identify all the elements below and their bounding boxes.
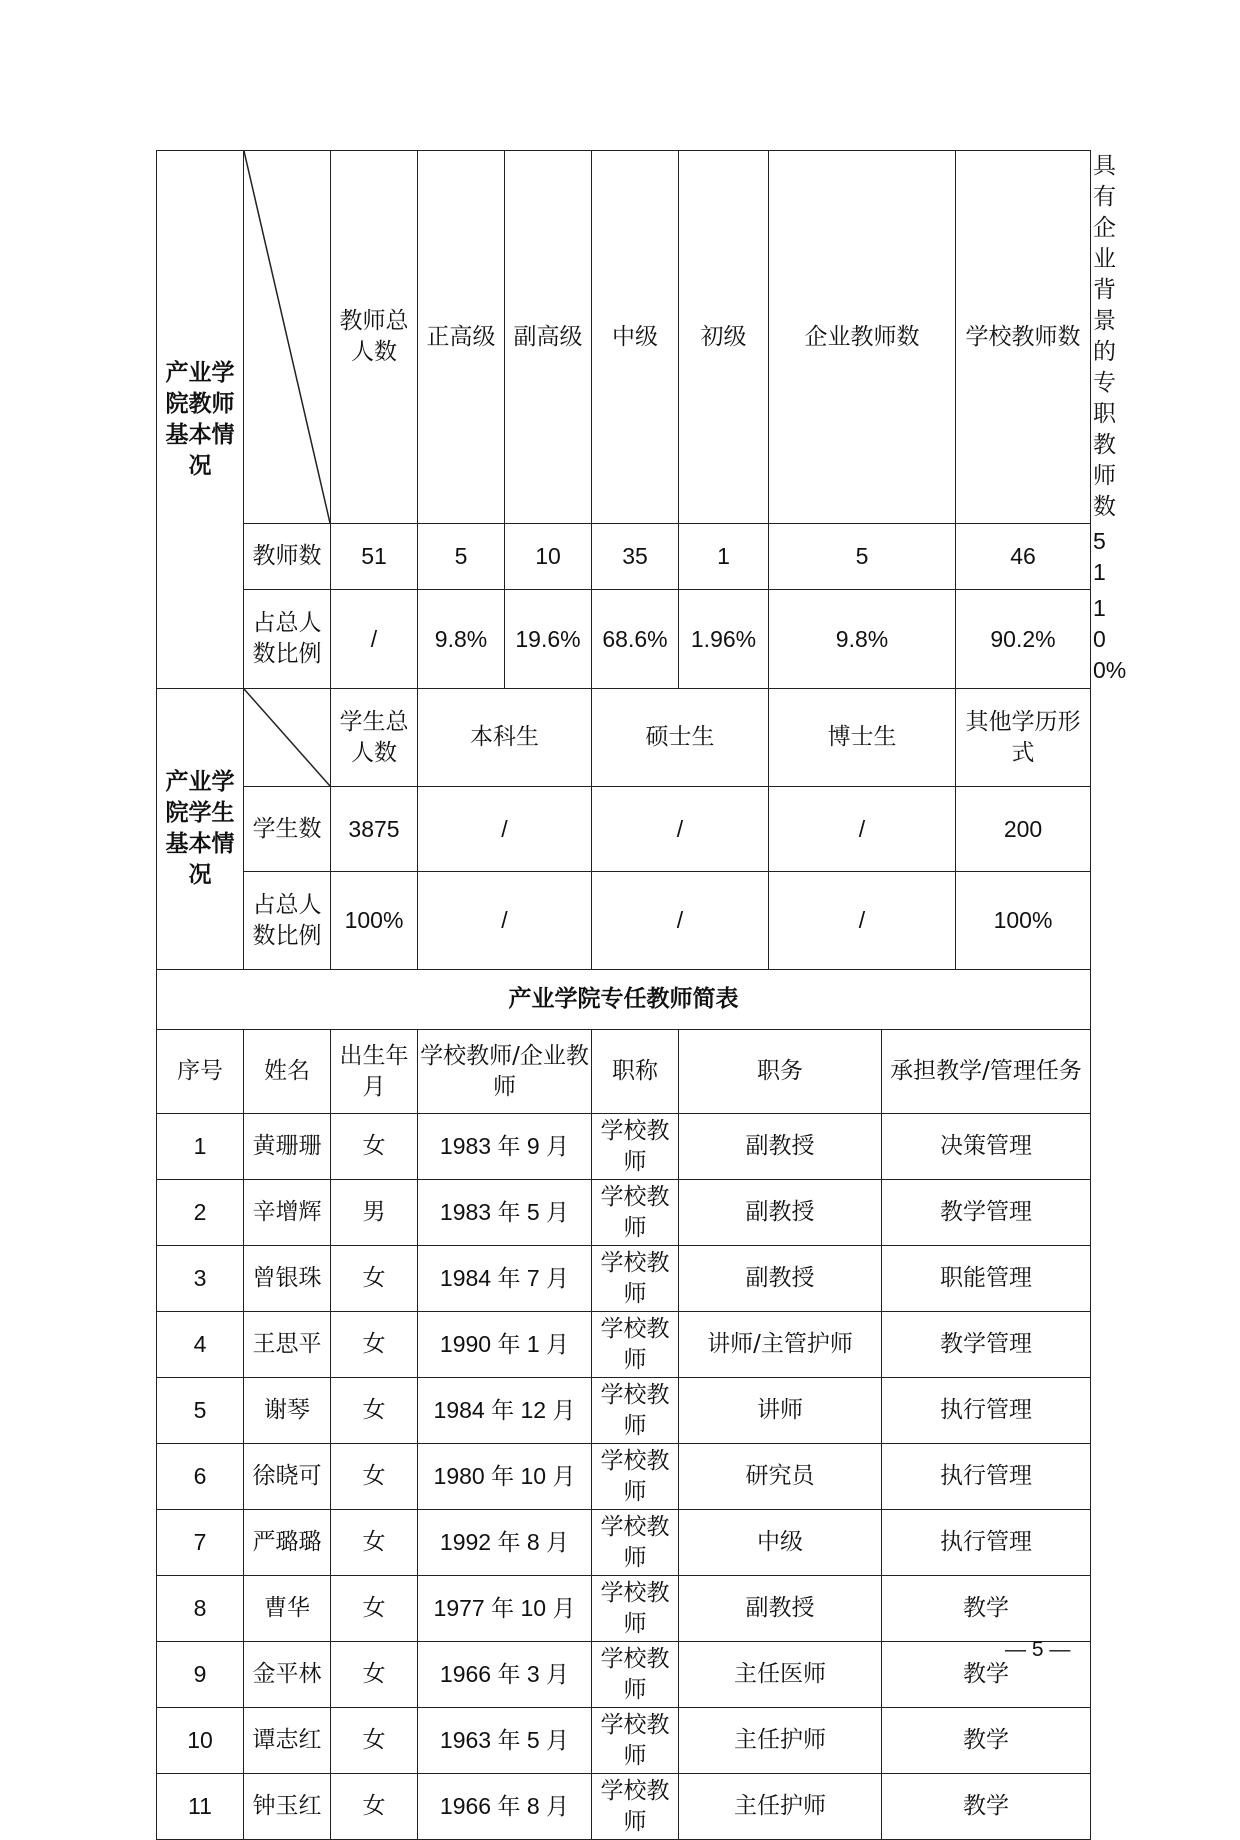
diagonal-cell: [244, 151, 331, 524]
staff-header-row: [157, 1030, 1091, 1114]
table-cell: 5: [418, 524, 505, 590]
staff-gender: 女: [331, 1774, 418, 1840]
table-row: [157, 1774, 1091, 1840]
row-label: 占总人数比例: [244, 872, 331, 970]
table-row: [157, 1510, 1091, 1576]
table-row: [157, 1642, 1091, 1708]
staff-birth: 1977 年 10 月: [418, 1576, 592, 1642]
staff-birth: 1992 年 8 月: [418, 1510, 592, 1576]
staff-gender: 女: [331, 1444, 418, 1510]
staff-gender: 女: [331, 1708, 418, 1774]
staff-type: 学校教师: [592, 1378, 679, 1444]
staff-gender: 女: [331, 1246, 418, 1312]
staff-gender: 女: [331, 1378, 418, 1444]
teacher-header: 中级: [592, 151, 679, 524]
staff-type: 学校教师: [592, 1576, 679, 1642]
staff-index: 10: [157, 1708, 244, 1774]
staff-birth: 1980 年 10 月: [418, 1444, 592, 1510]
table-cell: /: [592, 872, 769, 970]
staff-title: 讲师: [679, 1378, 882, 1444]
document-table: [156, 150, 1127, 1840]
diagonal-line: [244, 151, 330, 523]
staff-gender: 女: [331, 1642, 418, 1708]
student-header: 其他学历形式: [956, 689, 1091, 787]
table-cell: 200: [956, 787, 1091, 872]
staff-title: 研究员: [679, 1444, 882, 1510]
student-header: 博士生: [769, 689, 956, 787]
student-ratio-row: [157, 872, 1091, 970]
teacher-header: 正高级: [418, 151, 505, 524]
staff-header: 序号: [157, 1030, 244, 1114]
staff-index: 1: [157, 1114, 244, 1180]
staff-index: 8: [157, 1576, 244, 1642]
table-cell: /: [769, 787, 956, 872]
student-header-row: [157, 689, 1091, 787]
staff-duty: 教学: [882, 1642, 1091, 1708]
staff-duty: 教学: [882, 1708, 1091, 1774]
staff-title: 副教授: [679, 1114, 882, 1180]
staff-type: 学校教师: [592, 1246, 679, 1312]
table-cell: 3875: [331, 787, 418, 872]
staff-duty: 教学管理: [882, 1180, 1091, 1246]
staff-name: 金平林: [244, 1642, 331, 1708]
staff-index: 3: [157, 1246, 244, 1312]
staff-name: 谢琴: [244, 1378, 331, 1444]
staff-duty: 教学管理: [882, 1312, 1091, 1378]
staff-type: 学校教师: [592, 1774, 679, 1840]
teacher-header: 副高级: [505, 151, 592, 524]
staff-index: 7: [157, 1510, 244, 1576]
row-label: 占总人数比例: [244, 590, 331, 689]
student-header: 学生总人数: [331, 689, 418, 787]
table-cell: 9.8%: [769, 590, 956, 689]
staff-type: 学校教师: [592, 1312, 679, 1378]
staff-gender: 女: [331, 1576, 418, 1642]
table-cell: 100%: [956, 872, 1091, 970]
staff-gender: 女: [331, 1510, 418, 1576]
table-cell: 19.6%: [505, 590, 592, 689]
staff-type: 学校教师: [592, 1180, 679, 1246]
staff-index: 6: [157, 1444, 244, 1510]
staff-title: 中级: [679, 1510, 882, 1576]
staff-title: 副教授: [679, 1246, 882, 1312]
staff-duty: 教学: [882, 1774, 1091, 1840]
staff-birth: 1983 年 9 月: [418, 1114, 592, 1180]
table-cell: 1: [679, 524, 769, 590]
student-header: 硕士生: [592, 689, 769, 787]
staff-birth: 1966 年 8 月: [418, 1774, 592, 1840]
table-cell: 90.2%: [956, 590, 1091, 689]
table-row: [157, 1444, 1091, 1510]
table-row: [157, 1576, 1091, 1642]
table-cell: /: [769, 872, 956, 970]
page-number: — 5 —: [1005, 1638, 1071, 1661]
staff-header: 职务: [679, 1030, 882, 1114]
staff-title: 讲师/主管护师: [679, 1312, 882, 1378]
staff-header: 承担教学/管理任务: [882, 1030, 1091, 1114]
staff-gender: 男: [331, 1180, 418, 1246]
student-count-row: [157, 787, 1091, 872]
table-row: [157, 1708, 1091, 1774]
table-row: [157, 1312, 1091, 1378]
table-cell: 46: [956, 524, 1091, 590]
table-row: [157, 1246, 1091, 1312]
staff-title: 主任护师: [679, 1774, 882, 1840]
row-label: 教师数: [244, 524, 331, 590]
staff-index: 11: [157, 1774, 244, 1840]
teacher-header: 学校教师数: [956, 151, 1091, 524]
table-cell: 5: [769, 524, 956, 590]
teacher-header: 教师总人数: [331, 151, 418, 524]
table-cell: /: [331, 590, 418, 689]
staff-name: 曹华: [244, 1576, 331, 1642]
staff-header: 职称: [592, 1030, 679, 1114]
staff-name: 严璐璐: [244, 1510, 331, 1576]
staff-header: 姓名: [244, 1030, 331, 1114]
staff-duty: 教学: [882, 1576, 1091, 1642]
table-cell: 51: [331, 524, 418, 590]
staff-birth: 1983 年 5 月: [418, 1180, 592, 1246]
table-cell: 1.96%: [679, 590, 769, 689]
staff-index: 4: [157, 1312, 244, 1378]
staff-index: 9: [157, 1642, 244, 1708]
staff-type: 学校教师: [592, 1708, 679, 1774]
staff-gender: 女: [331, 1312, 418, 1378]
staff-table-body: [157, 1114, 1091, 1840]
table-row: [157, 1378, 1091, 1444]
staff-duty: 执行管理: [882, 1444, 1091, 1510]
staff-title-row: [157, 970, 1091, 1030]
staff-name: 徐晓可: [244, 1444, 331, 1510]
staff-header: 出生年月: [331, 1030, 418, 1114]
diagonal-line: [244, 689, 330, 786]
teacher-header: 企业教师数: [769, 151, 956, 524]
staff-gender: 女: [331, 1114, 418, 1180]
staff-title: 主任护师: [679, 1708, 882, 1774]
staff-duty: 执行管理: [882, 1378, 1091, 1444]
table-cell: 100%: [331, 872, 418, 970]
staff-name: 曾银珠: [244, 1246, 331, 1312]
staff-duty: 执行管理: [882, 1510, 1091, 1576]
diagonal-cell: [244, 689, 331, 787]
teacher-section-label: 产业学院教师基本情况: [157, 151, 244, 689]
staff-name: 王思平: [244, 1312, 331, 1378]
table-cell: 35: [592, 524, 679, 590]
staff-duty: 职能管理: [882, 1246, 1091, 1312]
staff-type: 学校教师: [592, 1510, 679, 1576]
staff-duty: 决策管理: [882, 1114, 1091, 1180]
staff-birth: 1984 年 12 月: [418, 1378, 592, 1444]
staff-name: 谭志红: [244, 1708, 331, 1774]
table-cell: 10: [505, 524, 592, 590]
table-cell: /: [592, 787, 769, 872]
staff-type: 学校教师: [592, 1114, 679, 1180]
staff-type: 学校教师: [592, 1642, 679, 1708]
staff-birth: 1984 年 7 月: [418, 1246, 592, 1312]
teacher-ratio-row: 占总人数比例 / 9.8% 19.6% 68.6% 1.96% 9.8% 90.2% 100%: [157, 590, 1091, 689]
staff-type: 学校教师: [592, 1444, 679, 1510]
table-cell: /: [418, 872, 592, 970]
student-section-label: 产业学院学生基本情况: [157, 689, 244, 970]
teacher-count-row: 教师数 51 5 10 35 1 5 46 51: [157, 524, 1091, 590]
teacher-header: 初级: [679, 151, 769, 524]
staff-name: 钟玉红: [244, 1774, 331, 1840]
staff-title: 副教授: [679, 1180, 882, 1246]
table-row: [157, 1114, 1091, 1180]
staff-title: 主任医师: [679, 1642, 882, 1708]
staff-title: 副教授: [679, 1576, 882, 1642]
table-cell: 68.6%: [592, 590, 679, 689]
staff-birth: 1963 年 5 月: [418, 1708, 592, 1774]
staff-table-title: 产业学院专任教师简表: [157, 970, 1091, 1030]
table-row: [157, 1180, 1091, 1246]
staff-birth: 1966 年 3 月: [418, 1642, 592, 1708]
table-cell: /: [418, 787, 592, 872]
student-header: 本科生: [418, 689, 592, 787]
staff-name: 黄珊珊: [244, 1114, 331, 1180]
table-cell: 9.8%: [418, 590, 505, 689]
staff-header: 学校教师/企业教师: [418, 1030, 592, 1114]
teacher-header-row: 产业学院教师基本情况 教师总人数 正高级 副高级 中级 初级 企业教师数 学校教师数 具有企业背景的专职教师数: [157, 151, 1091, 524]
staff-index: 2: [157, 1180, 244, 1246]
staff-index: 5: [157, 1378, 244, 1444]
staff-birth: 1990 年 1 月: [418, 1312, 592, 1378]
row-label: 学生数: [244, 787, 331, 872]
staff-name: 辛增辉: [244, 1180, 331, 1246]
